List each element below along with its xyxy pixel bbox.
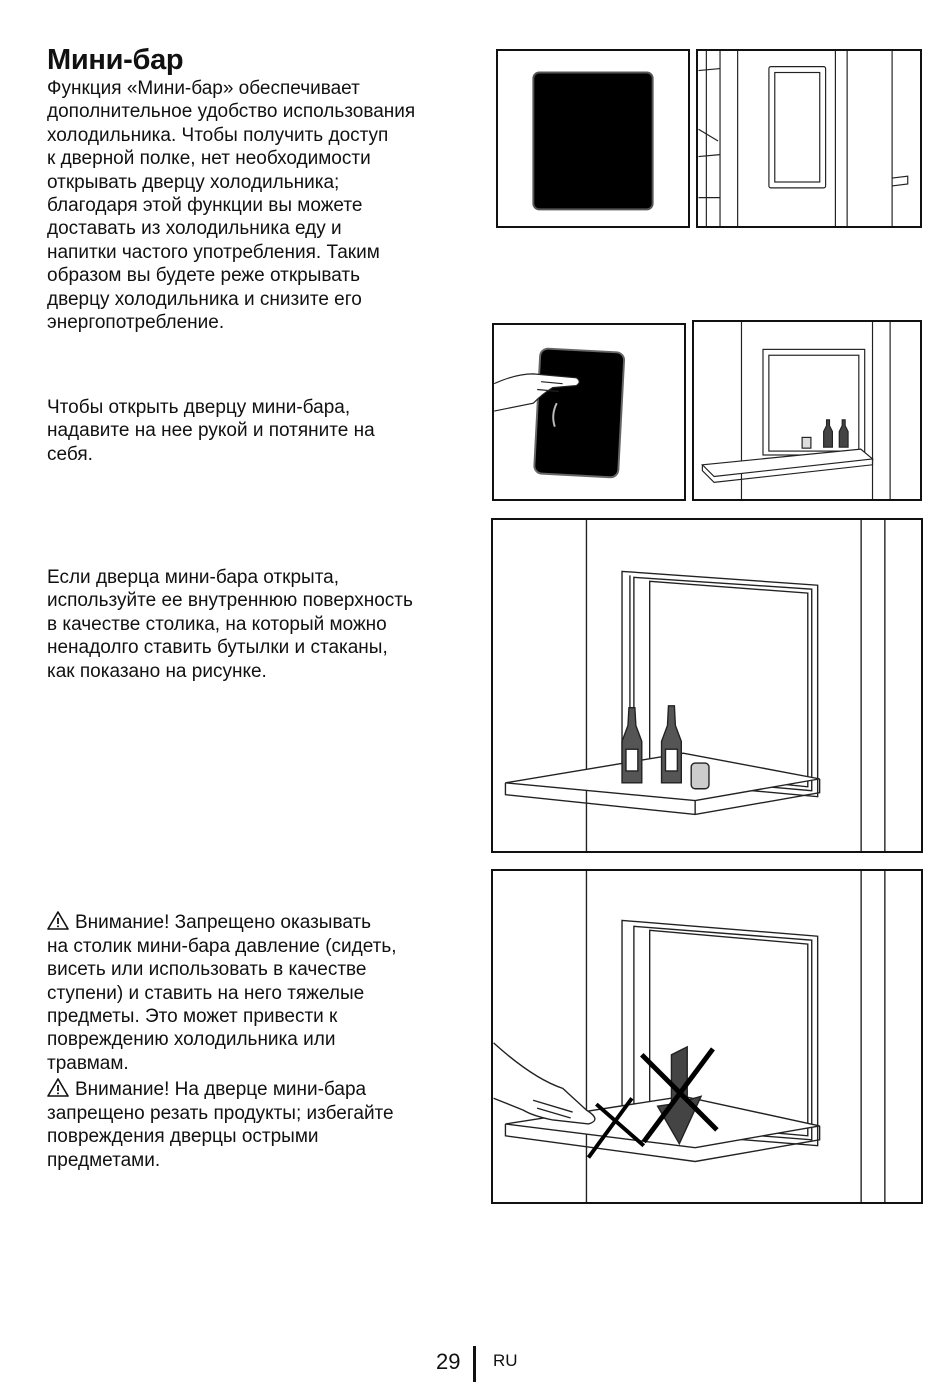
- intro-paragraph: Функция «Мини-бар» обеспечивает дополнительное удобство использования холодильника. Чтобы получить доступ к дверной полке, нет необходимости открывать дверцу холодильника; благодаря этой функции вы можете доставать из холодильника еду и напитки частого употребления. Таким образом вы будете реже открывать дверцу холодильника и снизите его энергопотребление.: [47, 78, 416, 334]
- warning-block-2: [47, 1055, 477, 1172]
- warning-triangle-icon: [47, 911, 69, 930]
- figure-minibar-table-misuse-warning: [491, 869, 923, 1204]
- warning-text-1: Внимание! Запрещено оказывать на столик мини-бара давление (сидеть, висеть или использовать в качестве ступени) и ставить на него тяжелые предметы. Это может привести к повреждению холодильника или травмам.: [47, 912, 397, 1074]
- warning-text-2: Внимание! На дверце мини-бара запрещено резать продукты; избегайте повреждения дверцы острыми предметами.: [47, 1079, 394, 1171]
- footer-divider: [473, 1346, 476, 1382]
- warning-block-1: [47, 888, 477, 1075]
- figure-hand-pressing-minibar-door: [492, 323, 686, 501]
- table-use-paragraph: Если дверца мини-бара открыта, используйте ее внутреннюю поверхность в качестве столика, на который можно ненадолго ставить бутылки и стаканы, как показано на рисунке.: [47, 567, 413, 682]
- warning-triangle-icon: [47, 1078, 69, 1097]
- open-door-paragraph: Чтобы открыть дверцу мини-бара, надавите на нее рукой и потяните на себя.: [47, 397, 375, 465]
- figure-minibar-table-with-bottles: [491, 518, 923, 853]
- figure-minibar-door-opened: [692, 320, 922, 501]
- page-number: 29: [436, 1349, 461, 1374]
- figure-minibar-door-closed-side: [696, 49, 922, 228]
- page-title: Мини-бар: [47, 44, 184, 76]
- figure-minibar-door-closed-front: [496, 49, 690, 228]
- language-code: RU: [493, 1351, 518, 1370]
